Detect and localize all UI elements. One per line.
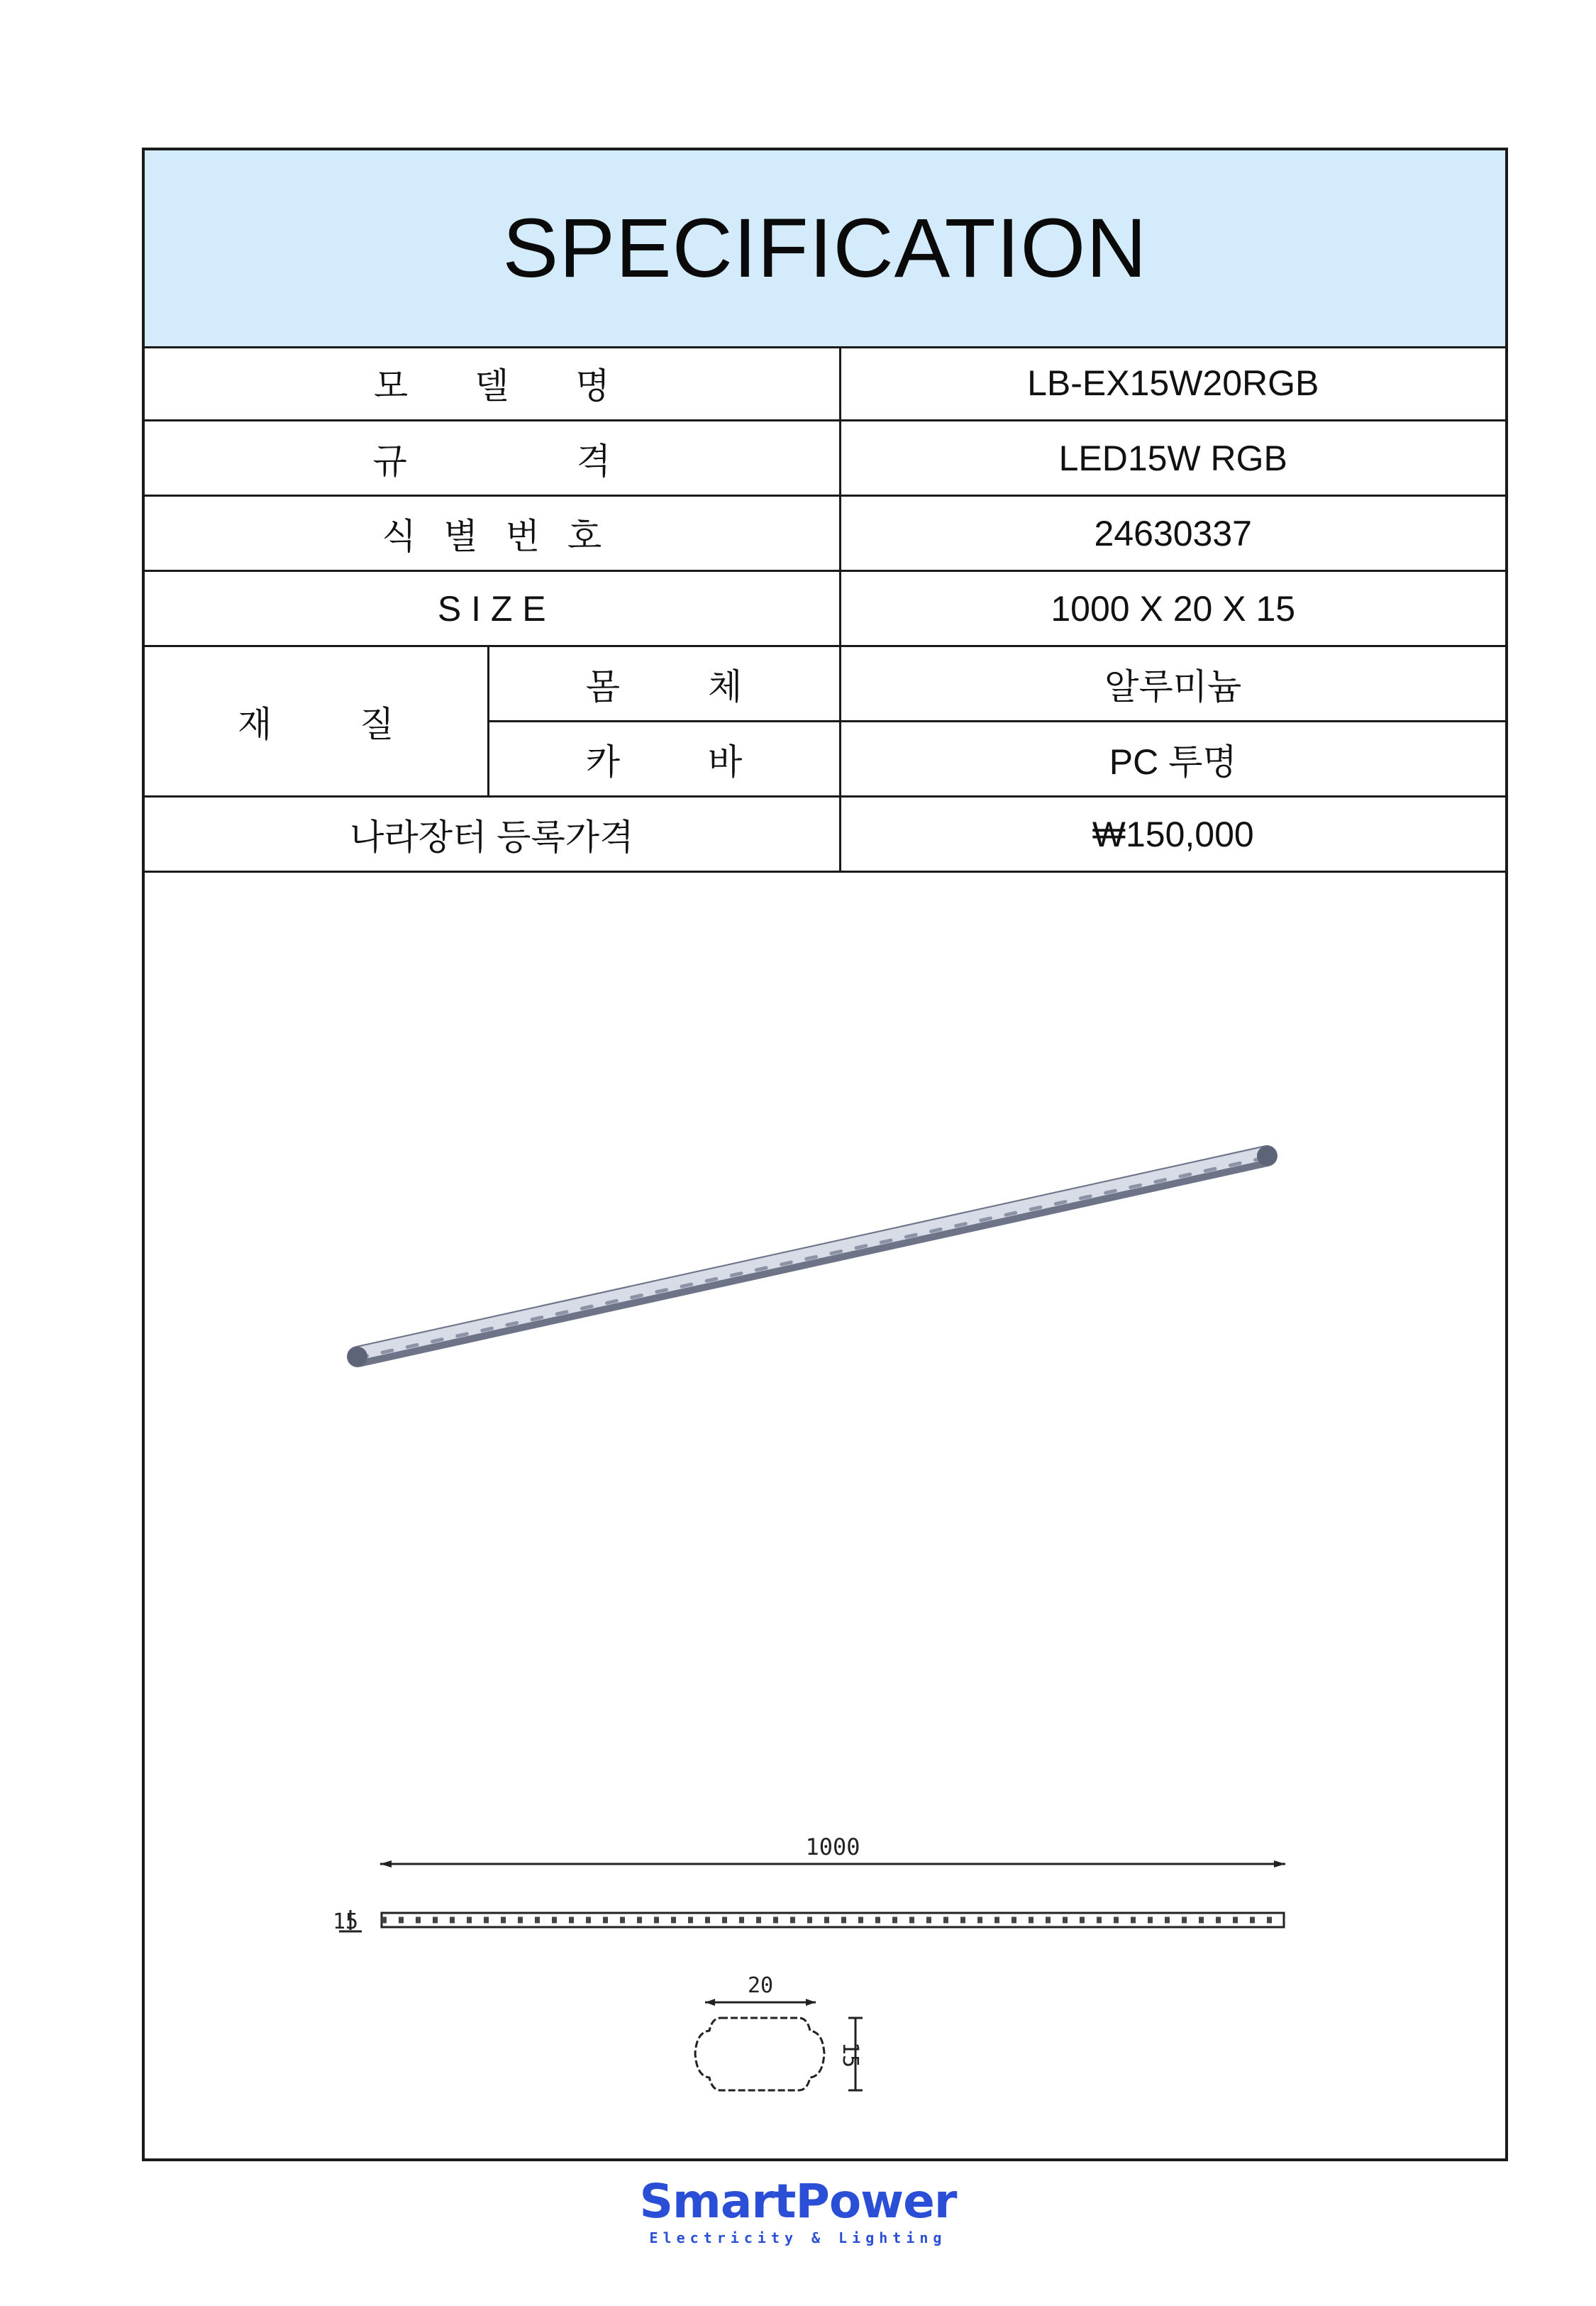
material-label: 재 질 (145, 646, 488, 797)
size-value: 1000 X 20 X 15 (840, 571, 1505, 646)
table-row (145, 571, 1505, 646)
section-height-label: 15 (838, 2041, 863, 2068)
length-dimension (380, 1833, 1285, 1868)
product-drawing-area (145, 1039, 1505, 2160)
spec-sheet (142, 148, 1508, 2161)
brand-tagline: Electricity & Lighting (649, 2229, 947, 2246)
led-bar-image (348, 1146, 1277, 1367)
page-title: SPECIFICATION (502, 202, 1148, 295)
price-label: 나라장터 등록가격 (145, 797, 840, 872)
spec-label: 규 격 (145, 421, 840, 496)
body-label: 몸 체 (488, 646, 840, 722)
cross-section (695, 1973, 863, 2090)
height-label: 15 (333, 1909, 359, 1934)
table-row (145, 797, 1505, 872)
spec-table (145, 346, 1505, 873)
id-label: 식 별 번 호 (145, 496, 840, 571)
size-label: S I Z E (145, 571, 840, 646)
length-label: 1000 (805, 1833, 860, 1860)
id-value: 24630337 (840, 496, 1505, 571)
table-row (145, 346, 1505, 421)
body-value: 알루미늄 (840, 646, 1505, 722)
model-label: 모 델 명 (145, 346, 840, 421)
title-band (145, 150, 1505, 348)
brand-logo (0, 2174, 1596, 2246)
brand-name: SmartPower (639, 2174, 957, 2229)
price-value: ₩150,000 (840, 797, 1505, 872)
table-row (145, 496, 1505, 571)
cover-value: PC 투명 (840, 722, 1505, 797)
side-view (333, 1909, 1284, 1934)
product-illustration (145, 1039, 1505, 2160)
table-row (145, 646, 1505, 722)
model-value: LB-EX15W20RGB (840, 346, 1505, 421)
spec-value: LED15W RGB (840, 421, 1505, 496)
width-label: 20 (747, 1973, 774, 1998)
cover-label: 카 바 (488, 722, 840, 797)
table-row (145, 421, 1505, 496)
